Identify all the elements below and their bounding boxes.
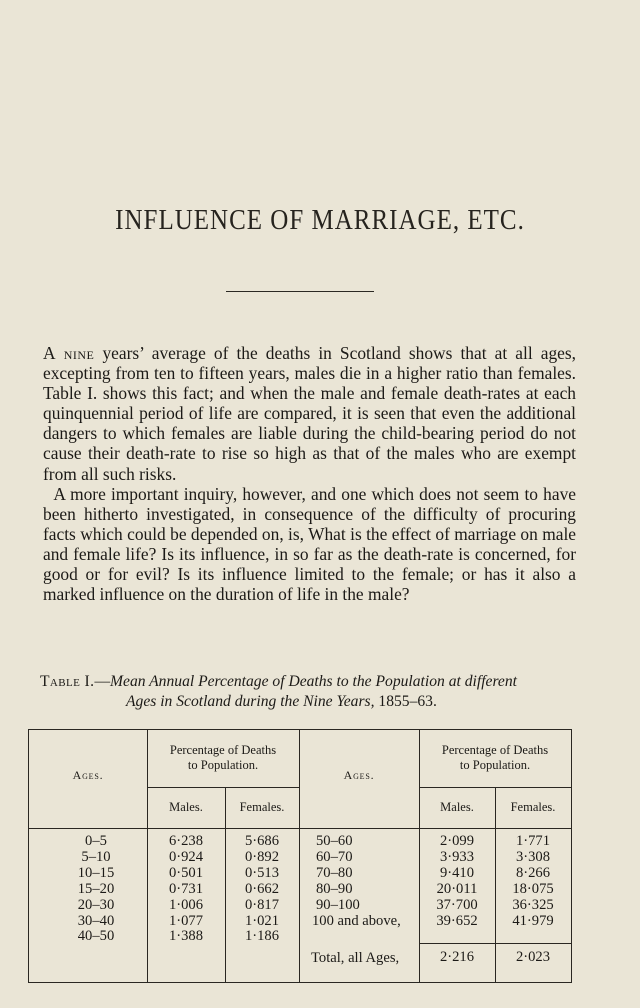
paragraph-1-text: years’ average of the deaths in Scotland shows that at all ages, excepting from ten to fifteen years, males die in a higher ratio than females. Table I. shows this fact; and when the male and female death-rates at each quinquennial period of life are compared, it is seen that even the additional dangers to which females are liable during the child-bearing period do not cause their death-rate to rise so high as that of the males who are exempt from all such risks.	[43, 343, 576, 484]
header-females-left: Females.	[239, 800, 285, 814]
males-cell: 1·077	[168, 912, 204, 929]
males-cell: 39·652	[436, 912, 478, 929]
right-ages-column	[312, 834, 418, 929]
females-cell: 1·021	[244, 912, 280, 929]
males-cell: 37·700	[436, 896, 478, 913]
females-cell: 0·513	[244, 864, 280, 881]
left-males-column	[147, 834, 225, 945]
males-cell: 1·006	[168, 896, 204, 913]
females-cell: 1·186	[244, 928, 280, 945]
age-cell: 80–90	[316, 880, 353, 897]
right-males-column	[419, 834, 495, 929]
total-females: 2·023	[515, 949, 551, 965]
age-cell: 50–60	[316, 833, 353, 849]
females-cell: 41·979	[512, 912, 554, 929]
table-rule-h2	[419, 787, 571, 788]
females-cell: 18·075	[512, 880, 554, 897]
males-cell: 6·238	[168, 833, 204, 849]
age-cell: 0–5	[85, 833, 107, 849]
left-ages-column	[65, 834, 127, 945]
caption-line-2: Ages in Scotland during the Nine Years,	[126, 693, 375, 710]
caption-label: Table I.	[40, 673, 95, 690]
age-cell: 90–100	[316, 896, 360, 913]
caption-years: 1855–63.	[374, 693, 437, 710]
females-cell: 8·266	[515, 864, 551, 881]
males-cell: 0·731	[168, 880, 204, 897]
males-cell: 0·501	[168, 864, 204, 881]
females-cell: 5·686	[244, 833, 280, 849]
males-cell: 2·099	[439, 833, 475, 849]
age-cell: 70–80	[316, 864, 353, 881]
age-cell: 15–20	[77, 880, 115, 897]
paragraph-2	[43, 484, 576, 605]
total-males: 2·216	[439, 949, 475, 965]
body-text	[43, 343, 576, 604]
males-cell: 20·011	[436, 880, 478, 897]
age-cell: 20–30	[77, 896, 115, 913]
males-cell: 1·388	[168, 928, 204, 945]
females-cell: 36·325	[512, 896, 554, 913]
females-cell: 3·308	[515, 848, 551, 865]
header-pct-left: Percentage of Deaths to Population.	[169, 743, 277, 772]
paragraph-2-text: A more important inquiry, however, and one which does not seem to have been hitherto investigated, in consequence of the difficulty of procuring facts which could be depended on, is, What is the effect of marriage on male and female life? Is its influence, in so far as the death-rate is concerned, for good or for evil? Is its influence limited to the female; or has it also a marked influence on the duration of life in the male?	[43, 483, 576, 605]
title-rule	[226, 291, 374, 292]
paragraph-1	[43, 343, 576, 484]
page-title: INFLUENCE OF MARRIAGE, ETC.	[115, 204, 525, 236]
males-cell: 3·933	[439, 848, 475, 865]
age-cell: 100 and above,	[312, 912, 401, 929]
females-cell: 0·892	[244, 848, 280, 865]
caption-dash: —	[94, 673, 111, 690]
age-cell: 30–40	[77, 912, 115, 929]
table-caption	[40, 672, 600, 712]
caption-line-1: Mean Annual Percentage of Deaths to the Population at different	[110, 673, 517, 690]
males-cell: 0·924	[168, 848, 204, 865]
age-cell: 60–70	[316, 848, 353, 865]
males-cell: 9·410	[439, 864, 475, 881]
age-cell: 10–15	[77, 864, 115, 881]
table-rule-h4	[419, 943, 571, 944]
header-males-left: Males.	[169, 800, 203, 814]
paragraph-1-lead: A nine	[43, 343, 95, 363]
age-cell: 40–50	[77, 928, 115, 945]
header-ages-right: Ages.	[343, 768, 375, 782]
females-cell: 1·771	[515, 833, 551, 849]
header-ages-left: Ages.	[72, 768, 104, 782]
females-cell: 0·817	[244, 896, 280, 913]
right-females-column	[495, 834, 571, 929]
header-pct-right: Percentage of Deaths to Population.	[441, 743, 549, 772]
table-rule-h1	[147, 787, 299, 788]
females-cell: 0·662	[244, 880, 280, 897]
header-females-right: Females.	[510, 800, 556, 814]
total-label: Total, all Ages,	[311, 950, 400, 966]
age-cell: 5–10	[81, 848, 111, 865]
table-rule-h3	[29, 828, 571, 829]
mortality-table	[28, 729, 572, 983]
header-males-right: Males.	[440, 800, 474, 814]
left-females-column	[225, 834, 299, 945]
